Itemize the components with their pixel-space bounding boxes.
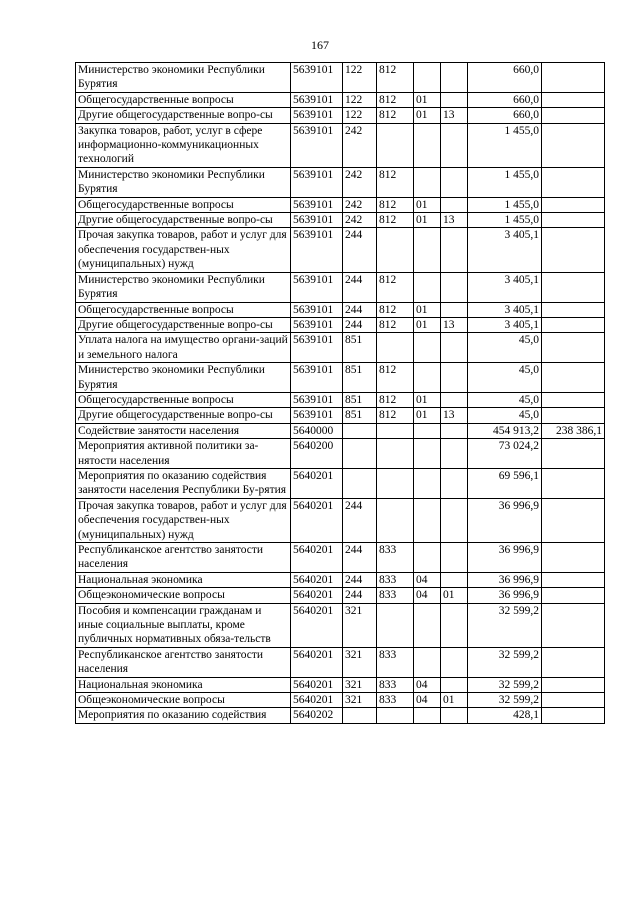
cell-grbs	[377, 423, 414, 438]
cell-pr: 13	[441, 213, 468, 228]
cell-grbs: 812	[377, 302, 414, 317]
cell-csr: 5639101	[291, 197, 343, 212]
cell-name: Министерство экономики Республики Бурятия	[76, 63, 291, 93]
cell-vr: 244	[343, 498, 377, 542]
cell-csr: 5640201	[291, 677, 343, 692]
cell-vr	[343, 708, 377, 723]
table-row	[76, 333, 605, 363]
cell-rz	[414, 63, 441, 93]
cell-extra	[542, 63, 605, 93]
cell-extra	[542, 123, 605, 167]
table-row	[76, 317, 605, 332]
cell-csr: 5639101	[291, 228, 343, 272]
cell-extra	[542, 677, 605, 692]
cell-pr	[441, 123, 468, 167]
table-row	[76, 468, 605, 498]
cell-extra: 238 386,1	[542, 423, 605, 438]
table-row	[76, 588, 605, 603]
cell-name: Уплата налога на имущество органи-заций и земельного налога	[76, 333, 291, 363]
cell-rz	[414, 363, 441, 393]
cell-csr: 5639101	[291, 92, 343, 107]
cell-pr	[441, 543, 468, 573]
cell-pr	[441, 272, 468, 302]
cell-sum: 32 599,2	[468, 647, 542, 677]
cell-vr: 321	[343, 677, 377, 692]
cell-extra	[542, 588, 605, 603]
cell-csr: 5639101	[291, 333, 343, 363]
cell-extra	[542, 498, 605, 542]
cell-rz: 04	[414, 572, 441, 587]
cell-rz	[414, 272, 441, 302]
cell-extra	[542, 439, 605, 469]
cell-vr: 244	[343, 543, 377, 573]
cell-rz: 01	[414, 92, 441, 107]
table-row	[76, 647, 605, 677]
cell-rz: 01	[414, 302, 441, 317]
cell-vr: 321	[343, 603, 377, 647]
cell-sum: 32 599,2	[468, 603, 542, 647]
cell-rz: 04	[414, 677, 441, 692]
cell-grbs: 812	[377, 92, 414, 107]
cell-sum: 36 996,9	[468, 572, 542, 587]
cell-extra	[542, 363, 605, 393]
cell-extra	[542, 213, 605, 228]
cell-name: Общеэкономические вопросы	[76, 693, 291, 708]
cell-name: Закупка товаров, работ, услуг в сфере информационно-коммуникационных технологий	[76, 123, 291, 167]
cell-sum: 3 405,1	[468, 228, 542, 272]
cell-vr: 122	[343, 108, 377, 123]
cell-vr: 244	[343, 588, 377, 603]
cell-sum: 1 455,0	[468, 123, 542, 167]
cell-sum: 45,0	[468, 333, 542, 363]
cell-csr: 5639101	[291, 408, 343, 423]
cell-csr: 5639101	[291, 302, 343, 317]
cell-extra	[542, 167, 605, 197]
cell-grbs	[377, 498, 414, 542]
cell-vr: 244	[343, 317, 377, 332]
cell-csr: 5639101	[291, 272, 343, 302]
cell-name: Другие общегосударственные вопро-сы	[76, 108, 291, 123]
cell-pr	[441, 392, 468, 407]
table-row	[76, 197, 605, 212]
cell-pr	[441, 603, 468, 647]
cell-rz: 01	[414, 317, 441, 332]
cell-grbs	[377, 123, 414, 167]
cell-extra	[542, 302, 605, 317]
cell-sum: 69 596,1	[468, 468, 542, 498]
cell-pr	[441, 677, 468, 692]
cell-pr	[441, 708, 468, 723]
cell-grbs	[377, 603, 414, 647]
cell-rz	[414, 498, 441, 542]
cell-name: Мероприятия по оказанию содействия	[76, 708, 291, 723]
table-row	[76, 302, 605, 317]
cell-name: Национальная экономика	[76, 572, 291, 587]
cell-vr: 851	[343, 333, 377, 363]
cell-name: Республиканское агентство занятости населения	[76, 543, 291, 573]
cell-grbs: 812	[377, 213, 414, 228]
cell-extra	[542, 272, 605, 302]
cell-rz: 04	[414, 588, 441, 603]
cell-name: Общегосударственные вопросы	[76, 197, 291, 212]
cell-name: Прочая закупка товаров, работ и услуг для обеспечения государствен-ных (муниципальных) нужд	[76, 498, 291, 542]
cell-csr: 5639101	[291, 213, 343, 228]
cell-extra	[542, 468, 605, 498]
cell-grbs: 833	[377, 647, 414, 677]
cell-pr: 13	[441, 408, 468, 423]
cell-csr: 5640201	[291, 647, 343, 677]
cell-pr	[441, 468, 468, 498]
cell-name: Мероприятия активной политики за-нятости населения	[76, 439, 291, 469]
budget-table	[75, 62, 605, 724]
cell-vr: 242	[343, 123, 377, 167]
cell-grbs: 812	[377, 363, 414, 393]
cell-pr	[441, 333, 468, 363]
cell-name: Пособия и компенсации гражданам и иные социальные выплаты, кроме публичных нормативных обяза-тельств	[76, 603, 291, 647]
cell-vr: 321	[343, 693, 377, 708]
cell-csr: 5640201	[291, 693, 343, 708]
cell-csr: 5639101	[291, 167, 343, 197]
cell-csr: 5640000	[291, 423, 343, 438]
cell-sum: 32 599,2	[468, 693, 542, 708]
cell-rz	[414, 543, 441, 573]
cell-vr: 122	[343, 92, 377, 107]
cell-pr	[441, 63, 468, 93]
cell-vr: 244	[343, 302, 377, 317]
cell-csr: 5640200	[291, 439, 343, 469]
cell-pr	[441, 423, 468, 438]
cell-pr: 01	[441, 693, 468, 708]
cell-rz	[414, 708, 441, 723]
cell-grbs: 812	[377, 108, 414, 123]
cell-csr: 5640201	[291, 543, 343, 573]
cell-csr: 5640201	[291, 588, 343, 603]
cell-sum: 1 455,0	[468, 197, 542, 212]
cell-sum: 3 405,1	[468, 302, 542, 317]
cell-grbs: 812	[377, 317, 414, 332]
cell-grbs: 833	[377, 543, 414, 573]
cell-vr: 244	[343, 572, 377, 587]
cell-grbs	[377, 439, 414, 469]
cell-pr	[441, 439, 468, 469]
cell-rz	[414, 228, 441, 272]
cell-grbs	[377, 708, 414, 723]
cell-name: Общеэкономические вопросы	[76, 588, 291, 603]
table-row	[76, 213, 605, 228]
table-row	[76, 228, 605, 272]
cell-grbs: 812	[377, 408, 414, 423]
cell-sum: 1 455,0	[468, 167, 542, 197]
cell-sum: 45,0	[468, 408, 542, 423]
cell-vr: 242	[343, 197, 377, 212]
cell-grbs: 812	[377, 272, 414, 302]
cell-sum: 45,0	[468, 392, 542, 407]
cell-pr	[441, 302, 468, 317]
cell-extra	[542, 708, 605, 723]
cell-pr	[441, 572, 468, 587]
cell-sum: 32 599,2	[468, 677, 542, 692]
cell-name: Другие общегосударственные вопро-сы	[76, 317, 291, 332]
cell-sum: 73 024,2	[468, 439, 542, 469]
cell-vr	[343, 423, 377, 438]
cell-grbs	[377, 333, 414, 363]
cell-sum: 36 996,9	[468, 588, 542, 603]
cell-vr: 242	[343, 213, 377, 228]
cell-csr: 5639101	[291, 123, 343, 167]
cell-vr: 851	[343, 363, 377, 393]
cell-sum: 454 913,2	[468, 423, 542, 438]
cell-pr: 01	[441, 588, 468, 603]
cell-extra	[542, 408, 605, 423]
cell-pr	[441, 647, 468, 677]
cell-sum: 36 996,9	[468, 498, 542, 542]
cell-csr: 5640201	[291, 468, 343, 498]
cell-csr: 5640201	[291, 572, 343, 587]
cell-rz: 01	[414, 213, 441, 228]
table-row	[76, 63, 605, 93]
page-number: 167	[311, 38, 329, 52]
cell-grbs: 833	[377, 677, 414, 692]
table-row	[76, 677, 605, 692]
cell-rz	[414, 603, 441, 647]
cell-rz	[414, 123, 441, 167]
cell-csr: 5639101	[291, 63, 343, 93]
table-row	[76, 603, 605, 647]
cell-extra	[542, 392, 605, 407]
cell-pr	[441, 363, 468, 393]
cell-grbs: 812	[377, 63, 414, 93]
cell-grbs: 833	[377, 693, 414, 708]
table-row	[76, 439, 605, 469]
cell-extra	[542, 647, 605, 677]
table-row	[76, 392, 605, 407]
cell-rz: 01	[414, 408, 441, 423]
table-row	[76, 708, 605, 723]
cell-extra	[542, 92, 605, 107]
cell-extra	[542, 693, 605, 708]
cell-pr: 13	[441, 317, 468, 332]
cell-name: Общегосударственные вопросы	[76, 392, 291, 407]
cell-csr: 5639101	[291, 363, 343, 393]
cell-grbs: 833	[377, 572, 414, 587]
cell-name: Национальная экономика	[76, 677, 291, 692]
cell-rz	[414, 423, 441, 438]
cell-vr	[343, 468, 377, 498]
table-row	[76, 423, 605, 438]
cell-sum: 660,0	[468, 92, 542, 107]
cell-vr: 244	[343, 272, 377, 302]
cell-name: Республиканское агентство занятости населения	[76, 647, 291, 677]
cell-csr: 5639101	[291, 392, 343, 407]
cell-rz	[414, 468, 441, 498]
table-row	[76, 693, 605, 708]
cell-grbs: 812	[377, 197, 414, 212]
table-row	[76, 123, 605, 167]
cell-rz: 01	[414, 392, 441, 407]
cell-pr: 13	[441, 108, 468, 123]
cell-extra	[542, 228, 605, 272]
cell-grbs	[377, 468, 414, 498]
cell-name: Мероприятия по оказанию содействия занятости населения Республики Бу-рятия	[76, 468, 291, 498]
cell-vr: 851	[343, 408, 377, 423]
cell-rz: 01	[414, 197, 441, 212]
cell-sum: 1 455,0	[468, 213, 542, 228]
cell-rz	[414, 167, 441, 197]
cell-csr: 5640202	[291, 708, 343, 723]
cell-grbs: 833	[377, 588, 414, 603]
cell-extra	[542, 333, 605, 363]
cell-extra	[542, 603, 605, 647]
cell-rz	[414, 647, 441, 677]
cell-grbs: 812	[377, 167, 414, 197]
cell-csr: 5640201	[291, 603, 343, 647]
cell-extra	[542, 543, 605, 573]
table-row	[76, 498, 605, 542]
cell-vr: 321	[343, 647, 377, 677]
cell-name: Прочая закупка товаров, работ и услуг для обеспечения государствен-ных (муниципальных) нужд	[76, 228, 291, 272]
cell-pr	[441, 92, 468, 107]
table-row	[76, 408, 605, 423]
cell-csr: 5639101	[291, 317, 343, 332]
table-row	[76, 108, 605, 123]
cell-extra	[542, 317, 605, 332]
cell-name: Министерство экономики Республики Бурятия	[76, 167, 291, 197]
cell-vr: 242	[343, 167, 377, 197]
table-row	[76, 92, 605, 107]
cell-csr: 5640201	[291, 498, 343, 542]
cell-csr: 5639101	[291, 108, 343, 123]
cell-vr: 244	[343, 228, 377, 272]
table-row	[76, 167, 605, 197]
table-body	[76, 63, 605, 724]
cell-pr	[441, 228, 468, 272]
cell-grbs: 812	[377, 392, 414, 407]
cell-name: Содействие занятости населения	[76, 423, 291, 438]
cell-sum: 660,0	[468, 63, 542, 93]
cell-rz	[414, 439, 441, 469]
table-row	[76, 363, 605, 393]
cell-name: Общегосударственные вопросы	[76, 302, 291, 317]
cell-vr: 851	[343, 392, 377, 407]
cell-extra	[542, 572, 605, 587]
cell-sum: 36 996,9	[468, 543, 542, 573]
cell-sum: 660,0	[468, 108, 542, 123]
cell-extra	[542, 108, 605, 123]
cell-name: Другие общегосударственные вопро-сы	[76, 408, 291, 423]
cell-vr: 122	[343, 63, 377, 93]
cell-pr	[441, 498, 468, 542]
cell-pr	[441, 197, 468, 212]
cell-sum: 3 405,1	[468, 317, 542, 332]
cell-pr	[441, 167, 468, 197]
table-row	[76, 543, 605, 573]
table-row	[76, 572, 605, 587]
cell-sum: 428,1	[468, 708, 542, 723]
cell-name: Общегосударственные вопросы	[76, 92, 291, 107]
cell-sum: 3 405,1	[468, 272, 542, 302]
cell-extra	[542, 197, 605, 212]
cell-grbs	[377, 228, 414, 272]
cell-name: Министерство экономики Республики Бурятия	[76, 272, 291, 302]
cell-vr	[343, 439, 377, 469]
cell-rz: 04	[414, 693, 441, 708]
cell-name: Министерство экономики Республики Бурятия	[76, 363, 291, 393]
cell-rz	[414, 333, 441, 363]
cell-name: Другие общегосударственные вопро-сы	[76, 213, 291, 228]
cell-sum: 45,0	[468, 363, 542, 393]
cell-rz: 01	[414, 108, 441, 123]
table-row	[76, 272, 605, 302]
